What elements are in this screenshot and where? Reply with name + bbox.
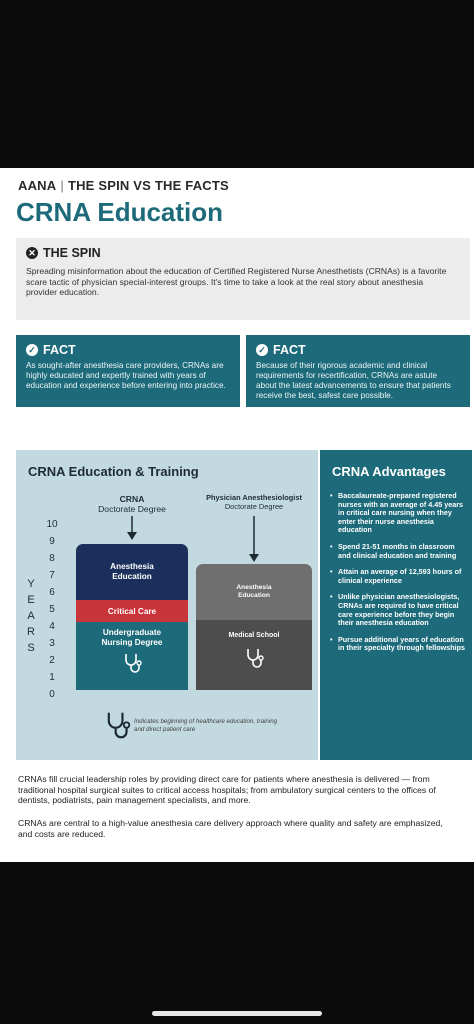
list-item: • Baccalaureate-prepared registered nurses with an average of 4.45 years in critical care nursing when they enter their nurse anesthesia education xyxy=(328,492,468,535)
y-tick: 2 xyxy=(49,655,55,666)
spin-heading xyxy=(26,246,101,260)
fact-panel-1 xyxy=(16,335,240,407)
crna-anesthesia-education-segment xyxy=(76,544,188,600)
fact-heading-2 xyxy=(256,343,306,357)
physician-anesthesia-education-segment xyxy=(196,564,312,620)
y-tick: 1 xyxy=(49,672,55,683)
y-tick: 4 xyxy=(49,621,55,632)
check-circle-icon: ✓ xyxy=(26,344,38,356)
y-tick: 5 xyxy=(49,604,55,615)
y-axis-letter: S xyxy=(27,642,35,654)
segment-label: Undergraduate Nursing Degree xyxy=(101,628,163,647)
physician-medical-school-segment xyxy=(196,620,312,690)
y-axis-letter: A xyxy=(27,610,35,622)
y-axis-letter: Y xyxy=(27,578,35,590)
education-title: CRNA Education & Training xyxy=(28,464,199,479)
advantages-title: CRNA Advantages xyxy=(332,464,446,479)
y-tick: 0 xyxy=(49,689,55,700)
crna-sub: Doctorate Degree xyxy=(98,504,166,514)
footer-paragraph-2: CRNAs are central to a high-value anesthesia care delivery approach where quality and safety are emphasized, and costs are reduced. xyxy=(18,818,443,839)
infographic-image xyxy=(0,168,474,862)
y-tick: 8 xyxy=(49,553,55,564)
y-tick: 3 xyxy=(49,638,55,649)
tagline: THE SPIN VS THE FACTS xyxy=(67,178,229,193)
home-indicator[interactable] xyxy=(152,1011,322,1016)
physician-head: Physician Anesthesiologist xyxy=(206,493,302,502)
page-title: CRNA Education xyxy=(16,197,224,227)
y-tick: 7 xyxy=(49,570,55,581)
check-circle-icon: ✓ xyxy=(256,344,268,356)
fact-heading-text-2: FACT xyxy=(273,343,306,357)
physician-sub: Doctorate Degree xyxy=(224,501,284,511)
y-axis-letter: R xyxy=(27,626,35,638)
fact-body-1: As sought-after anesthesia care providers, CRNAs are highly educated and expertly trained with years of education and experience before entering into practice. xyxy=(26,361,226,390)
legend-text: Indicates beginning of healthcare education, training and direct patient care xyxy=(134,718,278,733)
segment-label: Anesthesia Education xyxy=(236,584,272,599)
education-training-panel xyxy=(16,450,318,760)
stethoscope-icon xyxy=(243,647,265,669)
fact-heading-text-1: FACT xyxy=(43,343,76,357)
advantages-panel xyxy=(320,450,472,760)
crna-head: CRNA xyxy=(119,494,145,504)
list-item: • Attain an average of 12,593 hours of clinical experience xyxy=(328,568,468,585)
header-tagline-row: AANA | THE SPIN VS THE FACTS xyxy=(18,178,229,193)
stethoscope-icon xyxy=(121,652,143,674)
list-item: • Pursue additional years of education in their specialty through fellowships xyxy=(328,636,468,653)
spin-heading-text: THE SPIN xyxy=(43,246,101,260)
crna-undergraduate-segment xyxy=(76,622,188,690)
list-item: • Spend 21-51 months in classroom and clinical education and training xyxy=(328,543,468,560)
list-item: • Unlike physician anesthesiologists, CRNAs are required to have critical care experience before they begin their anesthesia education xyxy=(328,593,468,627)
advantages-list xyxy=(328,492,468,661)
y-tick: 6 xyxy=(49,587,55,598)
crna-arrow-icon xyxy=(127,516,137,540)
physician-arrow-icon xyxy=(249,516,259,562)
fact-heading-1 xyxy=(26,343,76,357)
y-tick: 10 xyxy=(46,519,58,530)
segment-label: Critical Care xyxy=(107,606,157,616)
crna-critical-care-segment xyxy=(76,600,188,622)
x-circle-icon: ✕ xyxy=(26,247,38,259)
footer-paragraph-1: CRNAs fill crucial leadership roles by providing direct care for patients where anesthesia is delivered — from traditional hospital surgical suites to critical access hospitals; from ambulatory surgical centers to the offices of dentists, podiatrists, pain management specialists, and more. xyxy=(18,774,436,805)
brand-logo-text: AANA xyxy=(18,178,57,193)
segment-label: Anesthesia Education xyxy=(110,562,154,581)
fact-body-2: Because of their rigorous academic and clinical requirements for recertification, CRNAs are astute about the latest advancements to ensure that patients receive the best, safest care possible. xyxy=(256,361,451,400)
y-axis-letter: E xyxy=(27,594,35,606)
y-tick: 9 xyxy=(49,536,55,547)
stethoscope-legend-icon xyxy=(102,710,132,740)
spin-panel xyxy=(16,238,470,320)
spin-body: Spreading misinformation about the education of Certified Registered Nurse Anesthetists (CRNAs) is a favorite scare tactic of physician special-interest groups. It's time to take a look at the real story about anesthesia provider education. xyxy=(26,266,447,297)
fact-panel-2 xyxy=(246,335,470,407)
segment-label: Medical School xyxy=(228,632,280,639)
